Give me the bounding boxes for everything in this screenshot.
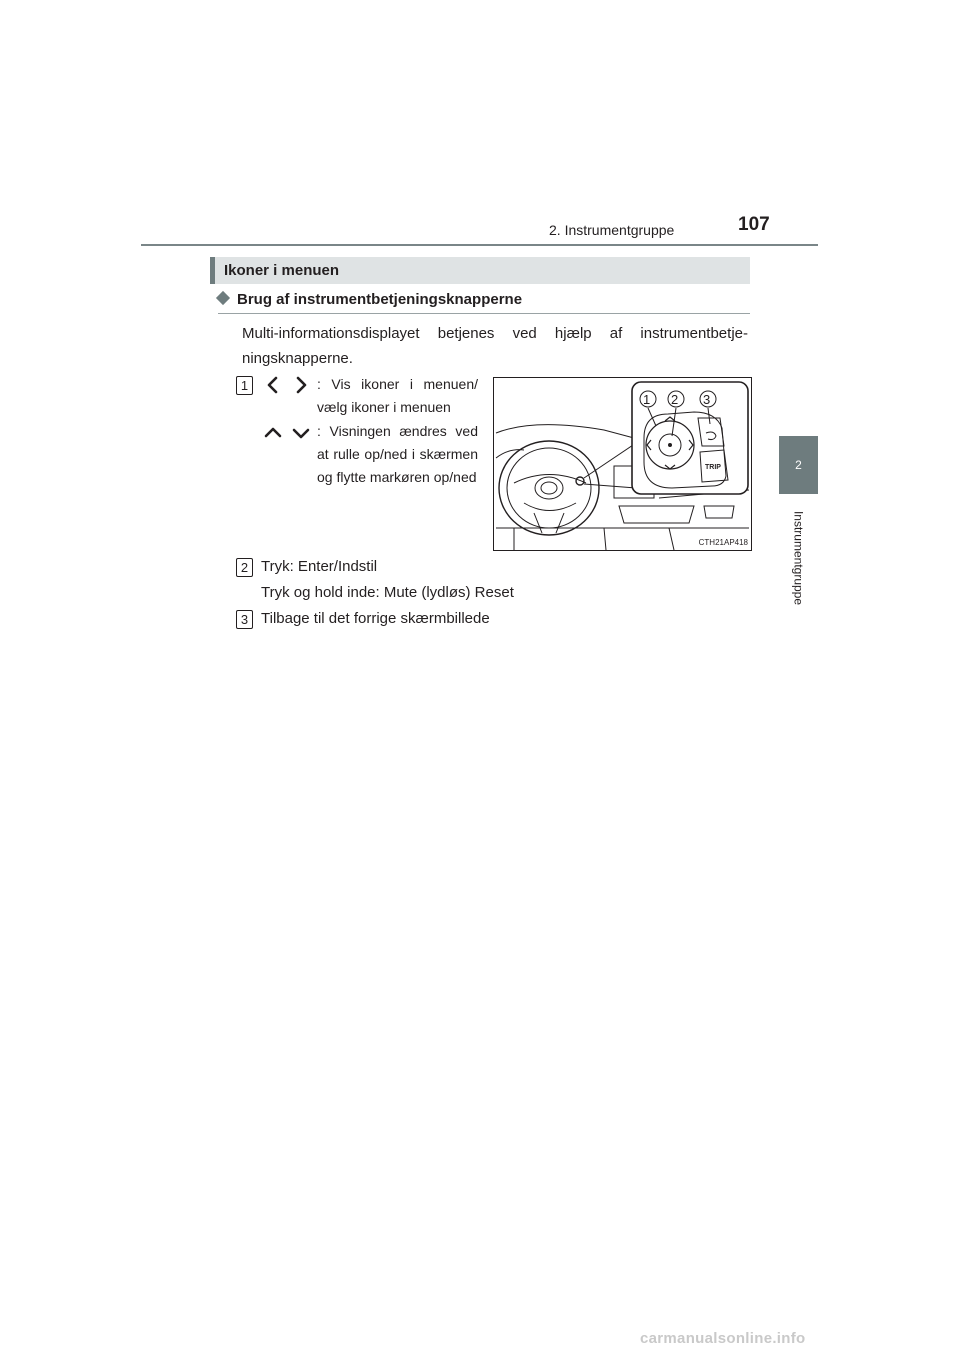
- header-rule: [141, 244, 818, 246]
- trip-button-label: TRIP: [705, 464, 721, 471]
- intro-paragraph: Multi-informationsdisplayet betjenes ved hjælp af instrumentbetje-ningsknapperne.: [242, 325, 748, 367]
- chapter-tab: [779, 436, 818, 494]
- section-accent: [210, 257, 215, 284]
- figure-callout-1: 1: [643, 392, 651, 407]
- page-number: 107: [738, 214, 770, 235]
- item-number-3: 3: [236, 610, 253, 629]
- chevron-right-icon: [290, 374, 312, 396]
- steering-controls-figure: [493, 377, 752, 551]
- chapter-tab-number: 2: [795, 458, 802, 472]
- item-1-row-1-text: : Vis ikoner i menuen/ vælg ikoner i menuen: [317, 376, 478, 415]
- item-number-1: 1: [236, 376, 253, 395]
- chevron-up-icon: [262, 422, 284, 444]
- chapter-title: 2. Instrumentgruppe: [549, 222, 675, 238]
- figure-code: CTH21AP418: [698, 538, 748, 547]
- item-number-2: 2: [236, 558, 253, 577]
- item-1-row-2-text: : Visningen ændres ved at rulle op/ned i skærmen og flytte markøren op/ned: [317, 423, 478, 485]
- item-2-line-2: Tryk og hold inde: Mute (lydløs) Reset: [261, 584, 514, 601]
- item-2-line-1: Tryk: Enter/Indstil: [261, 558, 378, 575]
- subheading-rule: [218, 313, 750, 314]
- chevron-left-icon: [262, 374, 284, 396]
- section-header: [210, 257, 750, 284]
- section-title: Ikoner i menuen: [224, 262, 340, 279]
- figure-callout-3: 3: [703, 392, 711, 407]
- item-3-line-1: Tilbage til det forrige skærmbillede: [261, 610, 490, 627]
- watermark: carmanualsonline.info: [640, 1330, 806, 1347]
- chapter-tab-label: Instrumentgruppe: [791, 510, 806, 606]
- subheading-text: Brug af instrumentbetjeningsknapperne: [237, 291, 523, 308]
- chevron-down-icon: [290, 422, 312, 444]
- subheading: [218, 291, 522, 308]
- diamond-bullet-icon: [216, 291, 230, 305]
- figure-callout-2: 2: [671, 392, 679, 407]
